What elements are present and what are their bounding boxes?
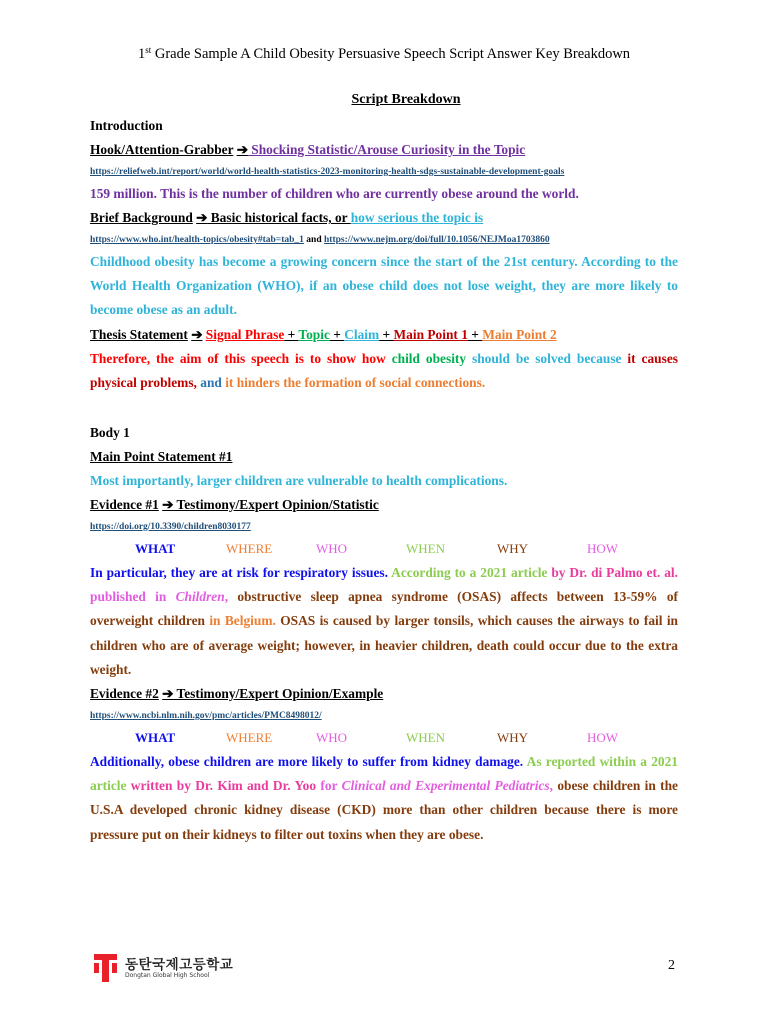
hook-url-link[interactable]: https://reliefweb.int/report/world/world-health-statistics-2023-monitoring-health-sdgs-sustainable-development-goals	[90, 167, 565, 177]
background-desc-highlight: how serious the topic is	[350, 210, 484, 225]
evidence1-text	[90, 561, 678, 682]
evidence1-label: Evidence #1	[90, 497, 159, 513]
ev1-when: According to a 2021 article	[391, 565, 552, 581]
background-line	[90, 206, 678, 230]
thesis-topic: Topic	[298, 326, 330, 342]
thesis-line	[90, 323, 678, 347]
thesis-main-point-2: Main Point 2	[482, 326, 557, 342]
legend-what: WHAT	[135, 730, 176, 746]
title-prefix: 1	[137, 46, 146, 62]
ev2-how: for	[316, 778, 342, 794]
page-title	[0, 45, 768, 63]
thesis-signal-text: Therefore, the aim of this speech is to show how	[90, 350, 392, 366]
who-url-link[interactable]: https://www.who.int/health-topics/obesity#tab=tab_1	[90, 235, 304, 245]
main-point-text: Most importantly, larger children are vulnerable to health complications.	[90, 473, 508, 489]
ev2-journal: Clinical and Experimental Pediatrics	[341, 778, 550, 794]
main-point-label: Main Point Statement #1	[90, 449, 233, 465]
script-content	[90, 114, 678, 847]
title-superscript: st	[145, 45, 152, 55]
evidence2-line	[90, 682, 678, 706]
arrow-icon: ➔	[191, 326, 203, 342]
spacer	[90, 395, 678, 421]
legend-where: WHERE	[226, 541, 273, 557]
ev2-when: As reported within a 2021 article	[90, 754, 678, 794]
ev1-what: In particular, they are at risk for respiratory issues.	[90, 565, 392, 581]
ev1-explanation: OSAS is caused by larger tonsils, which causes the airways to fail in children who are of average weight; however, in heavier children, death could occur due to the extra weight.	[90, 613, 678, 677]
legend-why: WHY	[497, 541, 529, 557]
intro-heading: Introduction	[90, 118, 163, 133]
legend-who: WHO	[316, 730, 348, 746]
legend-when: WHEN	[406, 730, 445, 746]
arrow-icon: ➔	[196, 210, 208, 225]
legend-when: WHEN	[406, 541, 445, 557]
arrow-icon: ➔	[162, 497, 174, 513]
evidence1-line	[90, 493, 678, 517]
hook-url-line	[90, 162, 678, 182]
school-logo-icon	[94, 954, 117, 982]
hook-line	[90, 138, 678, 162]
legend-where: WHERE	[226, 730, 273, 746]
ev2-what: Additionally, obese children are more likely to suffer from kidney damage.	[90, 754, 524, 770]
ev2-why: obese children in the U.S.A developed chronic kidney disease (CKD) more than other children because there is more pressure put on their kidneys to filter out toxins when they are obese.	[90, 778, 678, 842]
background-desc: Basic historical facts, or	[207, 210, 351, 225]
ev1-why: obstructive sleep apnea syndrome (OSAS) affects between 13-59% of overweight children	[90, 589, 679, 629]
hook-text: 159 million. This is the number of children who are currently obese around the world.	[90, 186, 579, 201]
background-label: Brief Background	[90, 210, 193, 225]
evidence1-desc: Testimony/Expert Opinion/Statistic	[173, 497, 379, 513]
body1-heading: Body 1	[90, 425, 130, 441]
ev2-comma: ,	[549, 778, 553, 794]
thesis-signal-phrase: Signal Phrase	[205, 326, 285, 342]
thesis-label: Thesis Statement	[90, 326, 188, 342]
arrow-icon: ➔	[236, 142, 248, 157]
title-text: Grade Sample A Child Obesity Persuasive Speech Script Answer Key Breakdown	[151, 46, 631, 62]
thesis-text	[90, 347, 678, 395]
school-name-english: Dongtan Global High School	[125, 972, 210, 979]
thesis-mp2-text: it hinders the formation of social connections.	[221, 374, 486, 390]
evidence2-url-link[interactable]: https://www.ncbi.nlm.nih.gov/pmc/articles/PMC8498012/	[90, 711, 322, 722]
plus-sign: +	[467, 326, 483, 342]
evidence2-url-line	[90, 706, 678, 726]
hook-label: Hook/Attention-Grabber	[90, 142, 234, 157]
thesis-mp1-text: it causes physical problems,	[90, 350, 678, 390]
legend-who: WHO	[316, 541, 348, 557]
ev1-how: published in	[90, 589, 176, 605]
plus-sign: +	[284, 326, 299, 342]
section-title: Script Breakdown	[351, 92, 461, 107]
thesis-connector-text: and	[196, 374, 222, 390]
hook-description: Shocking Statistic/Arouse Curiosity in the Topic	[247, 142, 526, 157]
evidence2-label: Evidence #2	[90, 686, 159, 702]
arrow-icon: ➔	[162, 686, 174, 702]
plus-sign: +	[379, 326, 394, 342]
evidence2-text	[90, 750, 678, 847]
thesis-main-point-1: Main Point 1	[393, 326, 468, 342]
legend-how: HOW	[587, 730, 619, 746]
evidence1-url-link[interactable]: https://doi.org/10.3390/children8030177	[90, 522, 251, 533]
legend-what: WHAT	[135, 541, 176, 557]
legend-why: WHY	[497, 730, 529, 746]
page-number: 2	[668, 958, 675, 973]
legend-how: HOW	[587, 541, 619, 557]
thesis-topic-text: child obesity	[391, 350, 467, 366]
ev1-comma: ,	[224, 589, 229, 605]
ev1-where: in Belgium.	[204, 613, 276, 629]
plus-sign: +	[329, 326, 345, 342]
w-legend-row	[90, 726, 678, 750]
ev1-journal: Children	[175, 589, 225, 605]
ev1-who: by Dr. di Palmo et. al.	[551, 565, 678, 581]
evidence1-url-line	[90, 517, 678, 537]
school-name-korean: 동탄국제고등학교	[125, 957, 234, 973]
evidence2-desc: Testimony/Expert Opinion/Example	[173, 686, 384, 702]
thesis-claim: Claim	[344, 326, 380, 342]
thesis-claim-text: should be solved because	[466, 350, 622, 366]
background-text: Childhood obesity has become a growing concern since the start of the 21st century. According to the World Health Organization (WHO), if an obese child does not lose weight, they are more likely to become obese as an adult.	[90, 254, 678, 318]
ev2-who: written by Dr. Kim and Dr. Yoo	[126, 778, 317, 794]
school-logo	[94, 953, 234, 983]
nejm-url-link[interactable]: https://www.nejm.org/doi/full/10.1056/NEJMoa1703860	[324, 235, 550, 245]
background-url-line	[90, 230, 678, 250]
url-connector: and	[303, 235, 324, 245]
w-legend-row	[90, 537, 678, 561]
